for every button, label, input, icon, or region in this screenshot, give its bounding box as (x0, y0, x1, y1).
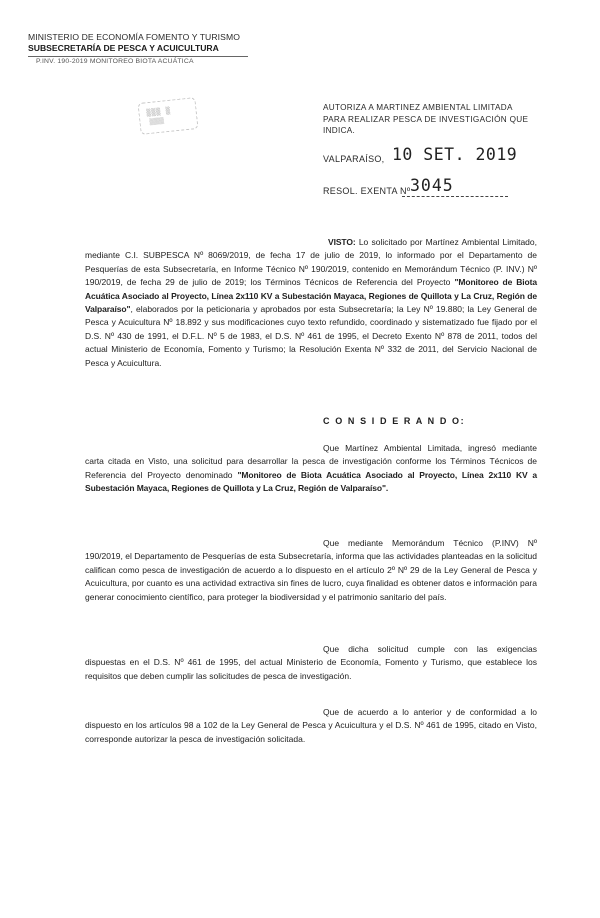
faded-stamp (131, 92, 205, 139)
subsecretaria-name: SUBSECRETARÍA DE PESCA Y ACUICULTURA (28, 43, 219, 53)
visto-paragraph (85, 236, 537, 370)
resolution-subject (323, 102, 563, 137)
subject-line: AUTORIZA A MARTINEZ AMBIENTAL LIMITADA (323, 103, 513, 112)
visto-text-1: Lo solicitado por Martínez Ambiental Limitado, mediante C.I. SUBPESCA Nº 8069/2019, de fecha 17 de julio de 2019, lo informado por el Departamento de Pesquerías de esta Subsecretaría, en Informe Técnico Nº 190/2019, contenido en Memorándum Técnico (P. INV.) Nº 190/2019, de fecha 29 de julio de 2019; los Términos Técnicos de Referencia del Proyecto (85, 237, 537, 288)
visto-heading: VISTO: (328, 237, 356, 247)
considerando-1-text: Que Martínez Ambiental Limitada, ingresó mediante carta citada en Visto, una solicitud para desarrollar la pesca de investigación conforme los Términos Técnicos de Referencia del Proyecto denominado (85, 443, 537, 480)
considerando-4-text: Que de acuerdo a lo anterior y de conformidad a lo dispuesto en los artículos 98 a 102 de la Ley General de Pesca y Acuicultura y el D.S. Nº 461 de 1995, citado en Visto, corresponde autorizar la pesca de investigación solicitada. (85, 707, 537, 744)
stamp-mark: ▒▒▒ ▒ (146, 106, 171, 118)
stamped-date: 10 SET. 2019 (392, 145, 518, 164)
visto-project-name: "Monitoreo de Biota Acuática Asociado al Proyecto, Línea 2x110 KV a Subestación Mayaca, Regiones de Quillota y La Cruz, Región de Valparaíso" (85, 277, 537, 315)
considerando-heading: C O N S I D E R A N D O: (323, 416, 466, 426)
ministry-name: MINISTERIO DE ECONOMÍA FOMENTO Y TURISMO (28, 32, 241, 42)
considerando-2-text: Que mediante Memorándum Técnico (P.INV) Nº 190/2019, el Departamento de Pesquerías de esta Subsecretaría, informa que las actividades planteadas en la solicitud califican como pesca de investigación de acuerdo a lo dispuesto en el artículo 2º Nº 29 de la Ley General de Pesca y Acuicultura, por cuanto es una actividad extractiva sin fines de lucro, cuya finalidad es obtener datos e información para generar conocimiento científico, para proteger la biodiversidad y el patrimonio sanitario del país. (85, 538, 537, 602)
subject-line: PARA REALIZAR PESCA DE INVESTIGACIÓN QUE (323, 114, 529, 124)
considerando-2 (85, 537, 537, 604)
letterhead-rule (28, 56, 248, 57)
visto-text-2: , elaborados por la peticionaria y aprobados por esta Subsecretaría; la Ley Nº 19.880; la Ley General de Pesca y Acuicultura Nº 18.892 y sus modificaciones cuyo texto refundido, coordinado y sistematizado fue fijado por el D.S. Nº 430 de 1991, el D.F.L. Nº 5 de 1983, el D.S. Nº 461 de 1995, el Decreto Exento Nº 878 de 2011, todos del actual Ministerio de Economía, Fomento y Turismo; la Resolución Exenta Nº 332 de 2011, del Servicio Nacional de Pesca y Acuicultura. (85, 304, 537, 368)
resolution-label: RESOL. EXENTA Nº (323, 186, 411, 196)
place-label: VALPARAÍSO, (323, 154, 385, 164)
considerando-4 (85, 706, 537, 746)
resolution-number-line (402, 196, 508, 197)
letterhead (28, 32, 288, 67)
document-reference: P.INV. 190-2019 MONITOREO BIOTA ACUÁTICA (36, 58, 194, 65)
resolution-number: 3045 (410, 176, 454, 195)
stamp-mark-2: ▒▒▒▒ (149, 117, 165, 126)
considerando-3-text: Que dicha solicitud cumple con las exigencias dispuestas en el D.S. Nº 461 de 1995, del actual Ministerio de Economía, Fomento y Turismo, que establece los requisitos que deben cumplir las solicitudes de pesca de investigación. (85, 644, 537, 681)
considerando-1-project: "Monitoreo de Biota Acuática Asociado al Proyecto, Línea 2x110 KV a Subestación Mayaca, Regiones de Quillota y La Cruz, Región de Valparaíso". (85, 469, 537, 494)
considerando-3 (85, 643, 537, 683)
considerando-1 (85, 442, 537, 496)
subject-line: INDICA. (323, 126, 356, 135)
